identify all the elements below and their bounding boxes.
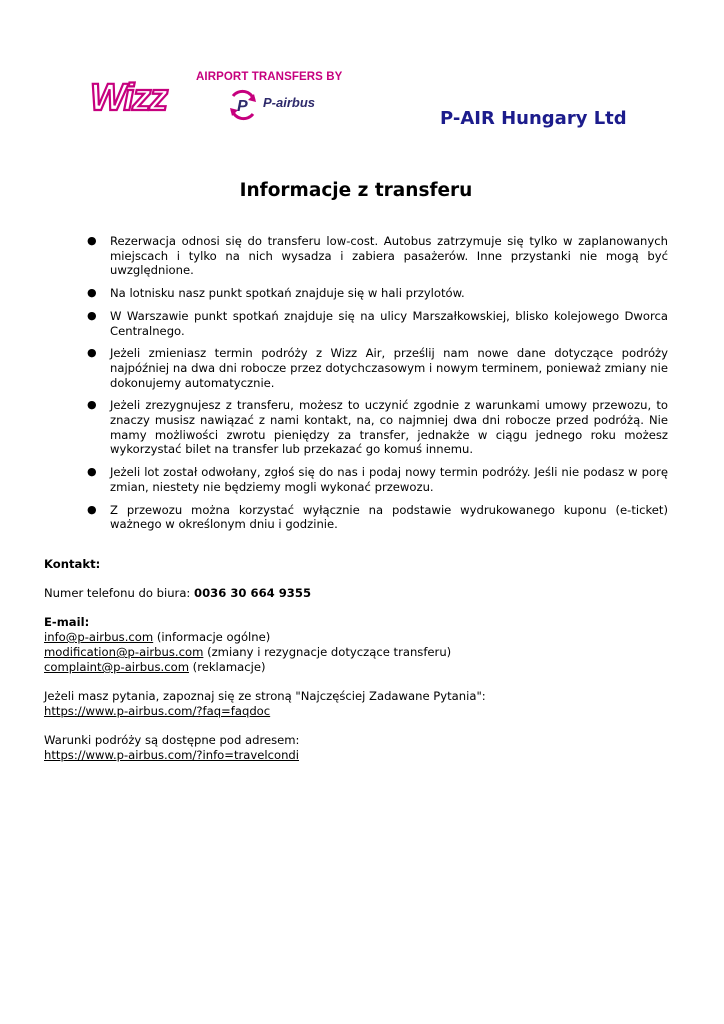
list-item: ● Na lotnisku nasz punkt spotkań znajduje się w hali przylotów. [87, 286, 465, 301]
list-item: ● W Warszawie punkt spotkań znajduje się na ulicy Marszałkowskiej, blisko kolejowego Dworca Centralnego. [87, 308, 668, 338]
list-item: ● Rezerwacja odnosi się do transferu low-cost. Autobus zatrzymuje się tylko w zaplanowanych miejscach i tylko na nich wysadza i zabiera pasażerów. Inne przystanki nie mogą być uwzględnione. [87, 234, 668, 278]
email-link-modification[interactable]: modification@p-airbus.com [44, 645, 204, 659]
faq-link[interactable]: https://www.p-airbus.com/?faq=faqdoc [44, 704, 271, 718]
bullet-icon: ● [87, 286, 97, 300]
airport-transfers-tag: AIRPORT TRANSFERS BY [196, 71, 343, 83]
svg-text:Wizz: Wizz [90, 77, 167, 118]
phone-number: 0036 30 664 9355 [194, 586, 312, 600]
bullet-icon: ● [87, 234, 97, 247]
info-list [85, 234, 668, 540]
contact-section [44, 557, 684, 763]
list-item: ● Jeżeli zrezygnujesz z transferu, możesz to uczynić zgodnie z warunkami umowy przewozu, to znaczy musisz nawiązać z nami kontakt, na, co najmniej dwa dni robocze przed podróżą. Nie mamy możliwości zwrotu pieniędzy za transfer, jednakże w ciągu jednego roku możesz wykorzystać bilet na transfer lub przekazać go komuś innemu. [87, 398, 668, 457]
terms-text: Warunki podróży są dostępne pod adresem: [44, 733, 300, 747]
pairbus-wordmark: P-airbus [263, 95, 316, 110]
email-line [44, 645, 684, 660]
email-heading: E-mail: [44, 615, 90, 629]
wizz-logo [88, 74, 188, 118]
phone-label: Numer telefonu do biura: [44, 586, 195, 600]
email-note: (informacje ogólne) [153, 630, 271, 644]
terms-link[interactable]: https://www.p-airbus.com/?info=travelcondi [44, 748, 299, 762]
list-item: ● Z przewozu można korzystać wyłącznie na podstawie wydrukowanego kuponu (e-ticket) ważnego w określonym dniu i godzinie. [87, 502, 668, 532]
svg-text:P: P [237, 98, 248, 115]
pairbus-logo-icon [228, 88, 258, 122]
bullet-icon: ● [87, 308, 97, 322]
bullet-icon: ● [87, 465, 97, 479]
list-item: ● Jeżeli lot został odwołany, zgłoś się do nas i podaj nowy termin podróży. Jeśli nie podasz w porę zmian, niestety nie będziemy mogli wykonać przewozu. [87, 465, 668, 494]
email-link-complaint[interactable]: complaint@p-airbus.com [44, 660, 189, 674]
contact-heading: Kontakt: [44, 557, 101, 571]
phone-line [44, 586, 684, 601]
email-note: (reklamacje) [188, 660, 266, 674]
faq-text: Jeżeli masz pytania, zapoznaj się ze stroną "Najczęściej Zadawane Pytania": [44, 689, 486, 703]
company-name: P-AIR Hungary Ltd [440, 108, 627, 129]
bullet-icon: ● [87, 502, 97, 516]
email-note: (zmiany i rezygnacje dotyczące transferu) [203, 645, 452, 659]
bullet-icon: ● [87, 346, 97, 360]
bullet-icon: ● [87, 398, 97, 412]
list-item: ● Jeżeli zmieniasz termin podróży z Wizz Air, prześlij nam nowe dane dotyczące podróży najpóźniej na dwa dni robocze przez dotychczasowym i nowym terminem, ponieważ zmiany nie dokonujemy automatycznie. [87, 346, 668, 390]
email-link-info[interactable]: info@p-airbus.com [44, 630, 154, 644]
email-line [44, 660, 684, 675]
email-line [44, 630, 684, 645]
page-title: Informacje z transferu [239, 180, 473, 201]
